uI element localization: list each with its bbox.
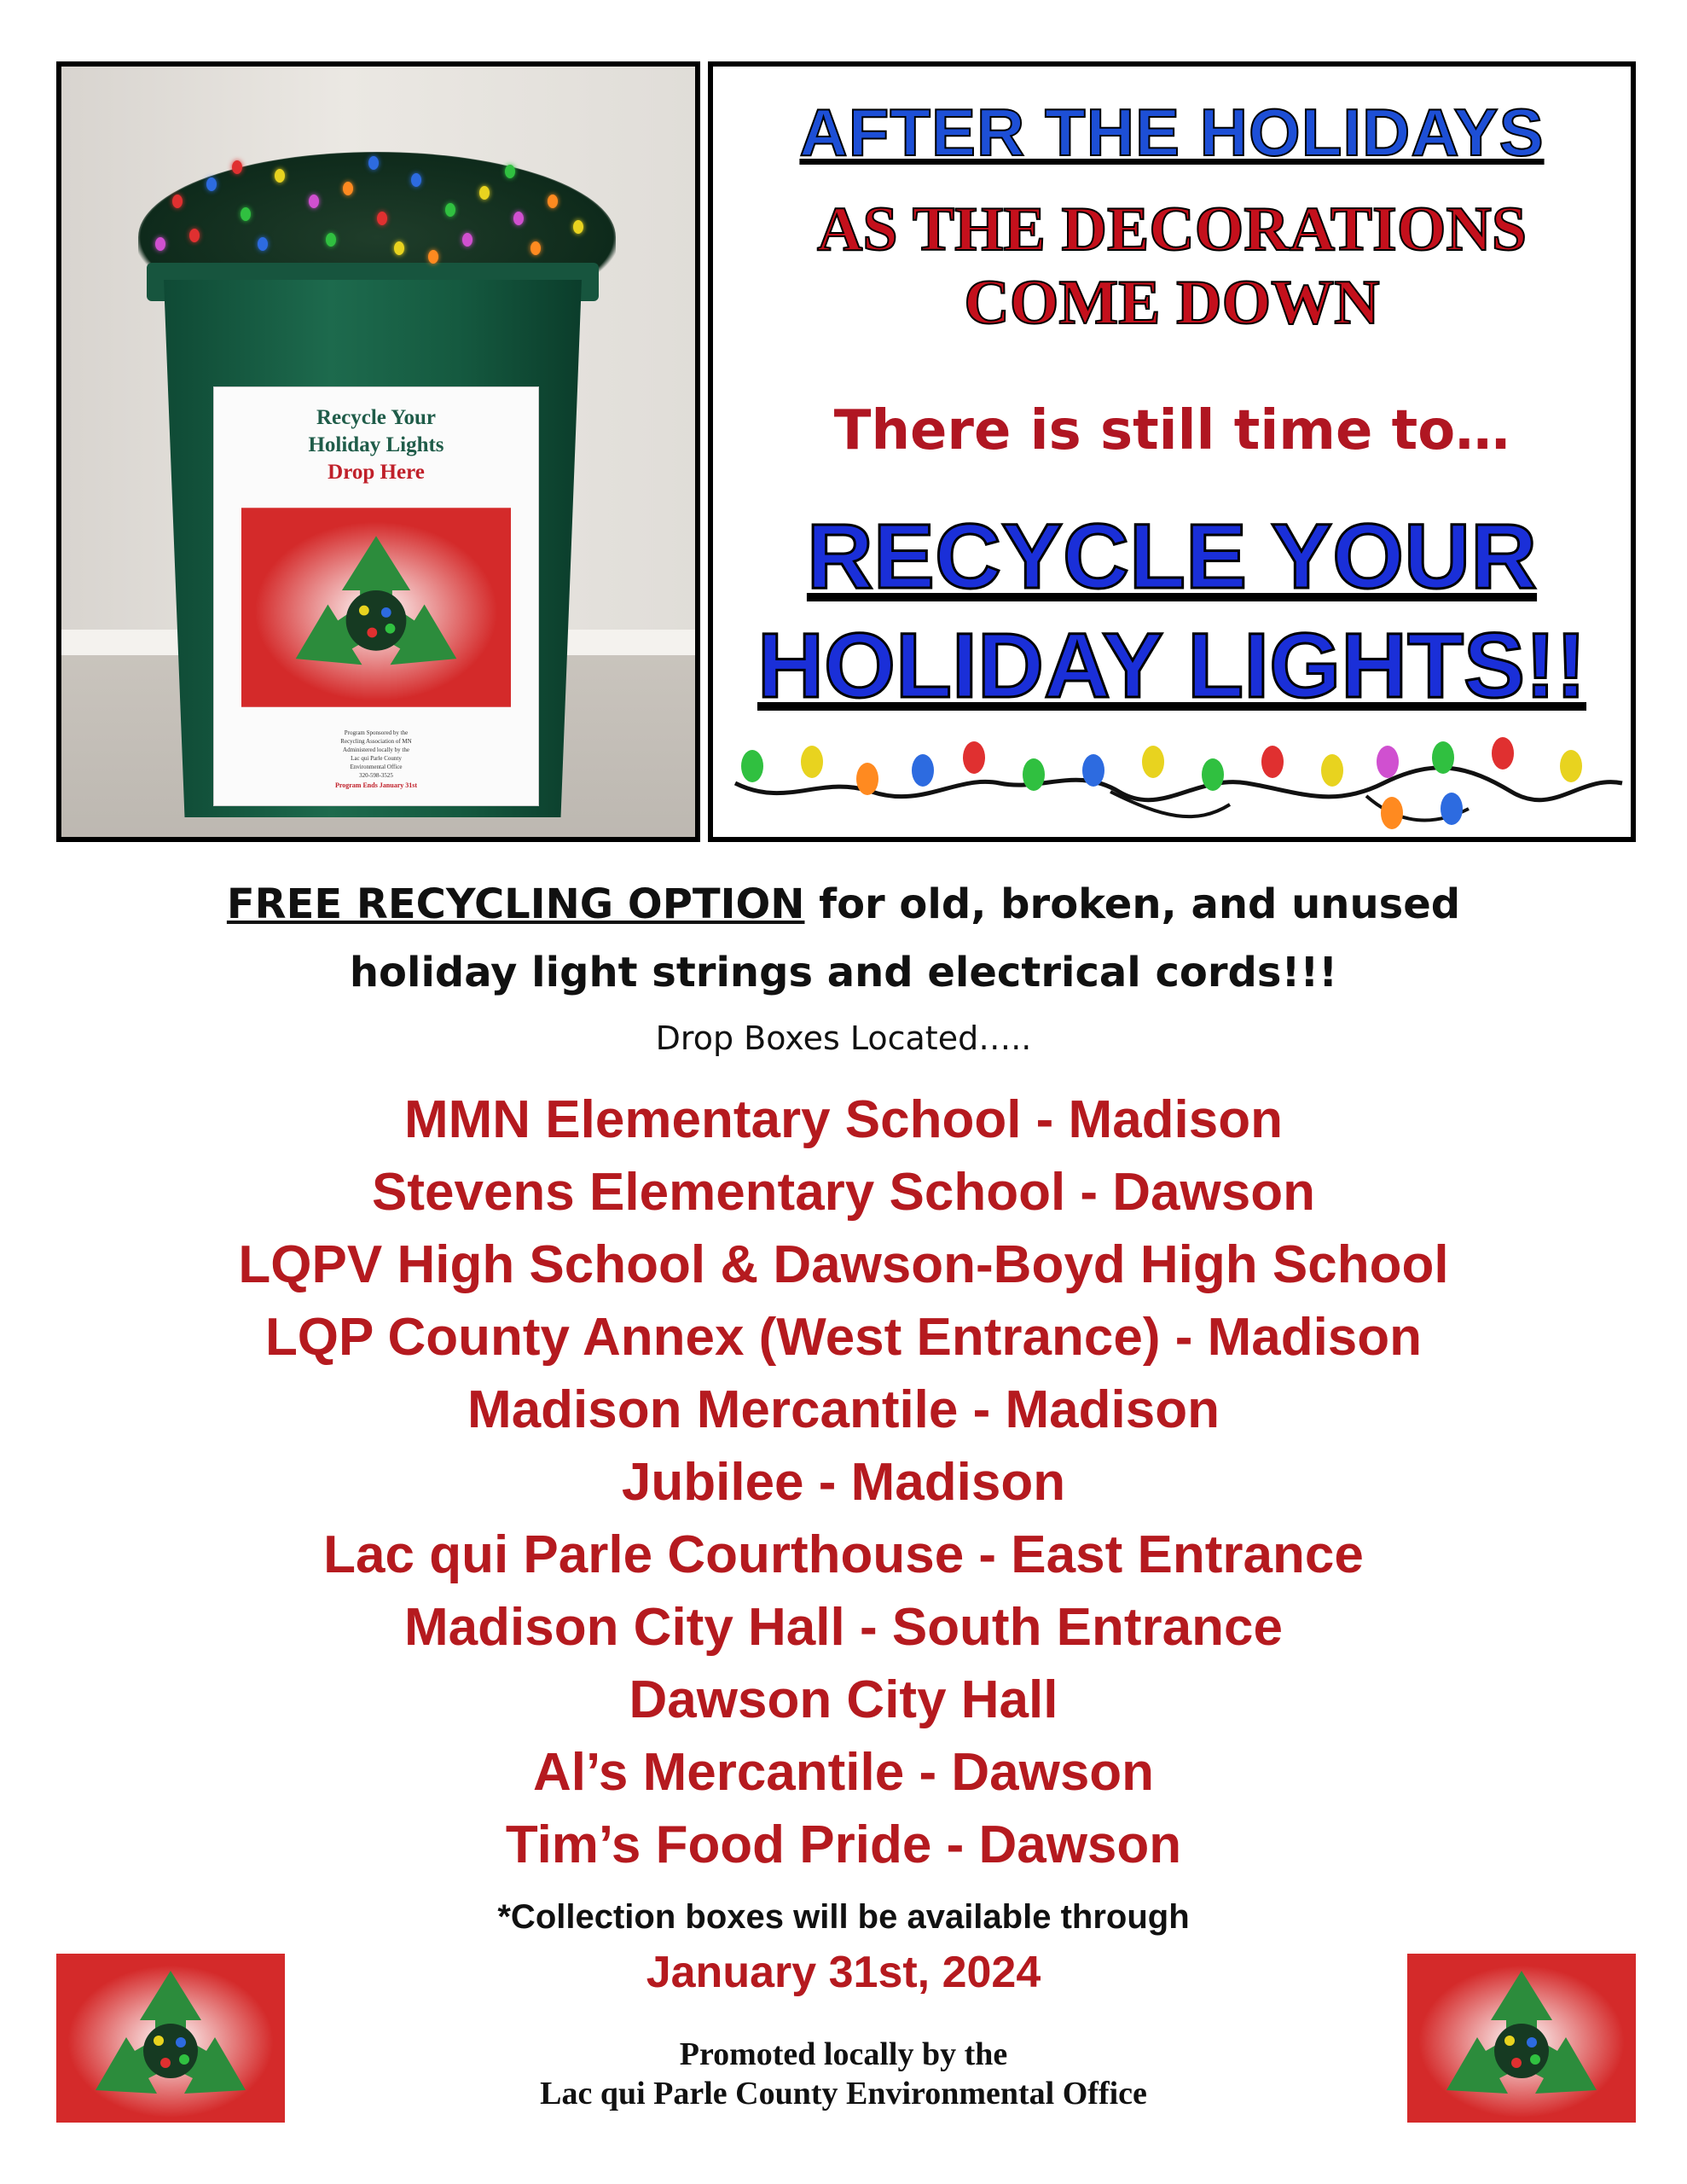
bulb [377,212,387,225]
bulb [479,186,490,200]
light-bulb [1202,758,1224,791]
recycle-lights-icon [241,498,511,717]
bulb [505,165,515,178]
light-bulb [1023,758,1045,791]
light-bulb [1432,741,1454,774]
headline-still-time: There is still time to… [833,399,1510,462]
intro-rest: for old, broken, and unused [804,880,1461,928]
sign-drop-here: Drop Here [328,461,425,484]
bulb [275,169,285,183]
bulb [368,156,379,170]
headline-panel [708,61,1636,842]
bulb [548,195,558,208]
bulb [573,220,583,234]
sign-fine-print: Program Sponsored by the Recycling Association of MN Administered locally by the Lac qui Parle County Environmental Office 320-598-3525 [340,729,412,779]
promoted-by: Promoted locally by the Lac qui Parle County Environmental Office [540,2036,1147,2111]
location-item: Al’s Mercantile - Dawson [532,1743,1155,1802]
free-recycling-intro [0,870,1687,1007]
location-item: MMN Elementary School - Madison [403,1090,1284,1149]
bulb [394,241,404,255]
location-item: LQPV High School & Dawson-Boyd High School [238,1235,1449,1294]
recycle-lights-logo-icon [1407,1954,1636,2123]
location-item: LQP County Annex (West Entrance) - Madison [264,1308,1423,1367]
sign-program-end: Program Ends January 31st [334,781,418,789]
headline-decorations: AS THE DECORATIONS COME DOWN [816,195,1528,338]
headline-recycle-lights: RECYCLE YOUR HOLIDAY LIGHTS!! [757,504,1587,717]
location-item: Dawson City Hall [629,1670,1058,1729]
light-bulb [912,754,934,787]
location-item: Jubilee - Madison [621,1453,1066,1512]
location-item: Tim’s Food Pride - Dawson [505,1815,1182,1874]
bulb [343,182,353,195]
location-item: Lac qui Parle Courthouse - East Entrance [323,1525,1364,1584]
light-bulb [1441,793,1463,825]
intro-line2: holiday light strings and electrical cords!!! [349,949,1338,996]
bulb [428,250,438,264]
collection-note: *Collection boxes will be available through [497,1898,1190,1936]
light-bulb [963,741,985,774]
bulb [155,237,165,251]
headline-after-holidays: AFTER THE HOLIDAYS [799,95,1545,170]
light-bulb [1321,754,1343,787]
light-bulb [741,750,763,782]
light-bulb [1381,797,1403,829]
light-bulb [1142,746,1164,778]
bin-sign [213,386,539,806]
recycle-bin-photo [56,61,700,842]
end-date: January 31st, 2024 [646,1948,1041,1997]
drop-boxes-heading: Drop Boxes Located….. [655,1019,1032,1057]
location-item: Stevens Elementary School - Dawson [371,1163,1315,1222]
location-item: Madison Mercantile - Madison [467,1380,1220,1439]
bulb [326,233,336,247]
light-bulb [1492,737,1514,770]
bulb [309,195,319,208]
bulb [462,233,472,247]
recycle-lights-logo-icon [56,1954,285,2123]
bulb [445,203,455,217]
location-item: Madison City Hall - South Entrance [404,1598,1283,1657]
bulb [530,241,541,255]
light-bulb [1261,746,1284,778]
location-list [0,1083,1687,1881]
bulb [232,160,242,174]
light-bulb [801,746,823,778]
bulb [206,177,217,191]
free-recycling-emphasis: FREE RECYCLING OPTION [226,880,805,928]
light-bulb [856,763,878,795]
christmas-lights-string-icon [718,723,1627,834]
bulb [241,207,251,221]
bulb [172,195,183,208]
sign-title: Recycle Your Holiday Lights [308,406,444,456]
bulb [258,237,268,251]
light-bulb [1082,754,1104,787]
bulb [513,212,524,225]
bulb [411,173,421,187]
bulb [189,229,200,242]
light-bulb [1560,750,1582,782]
light-bulb [1377,746,1399,778]
